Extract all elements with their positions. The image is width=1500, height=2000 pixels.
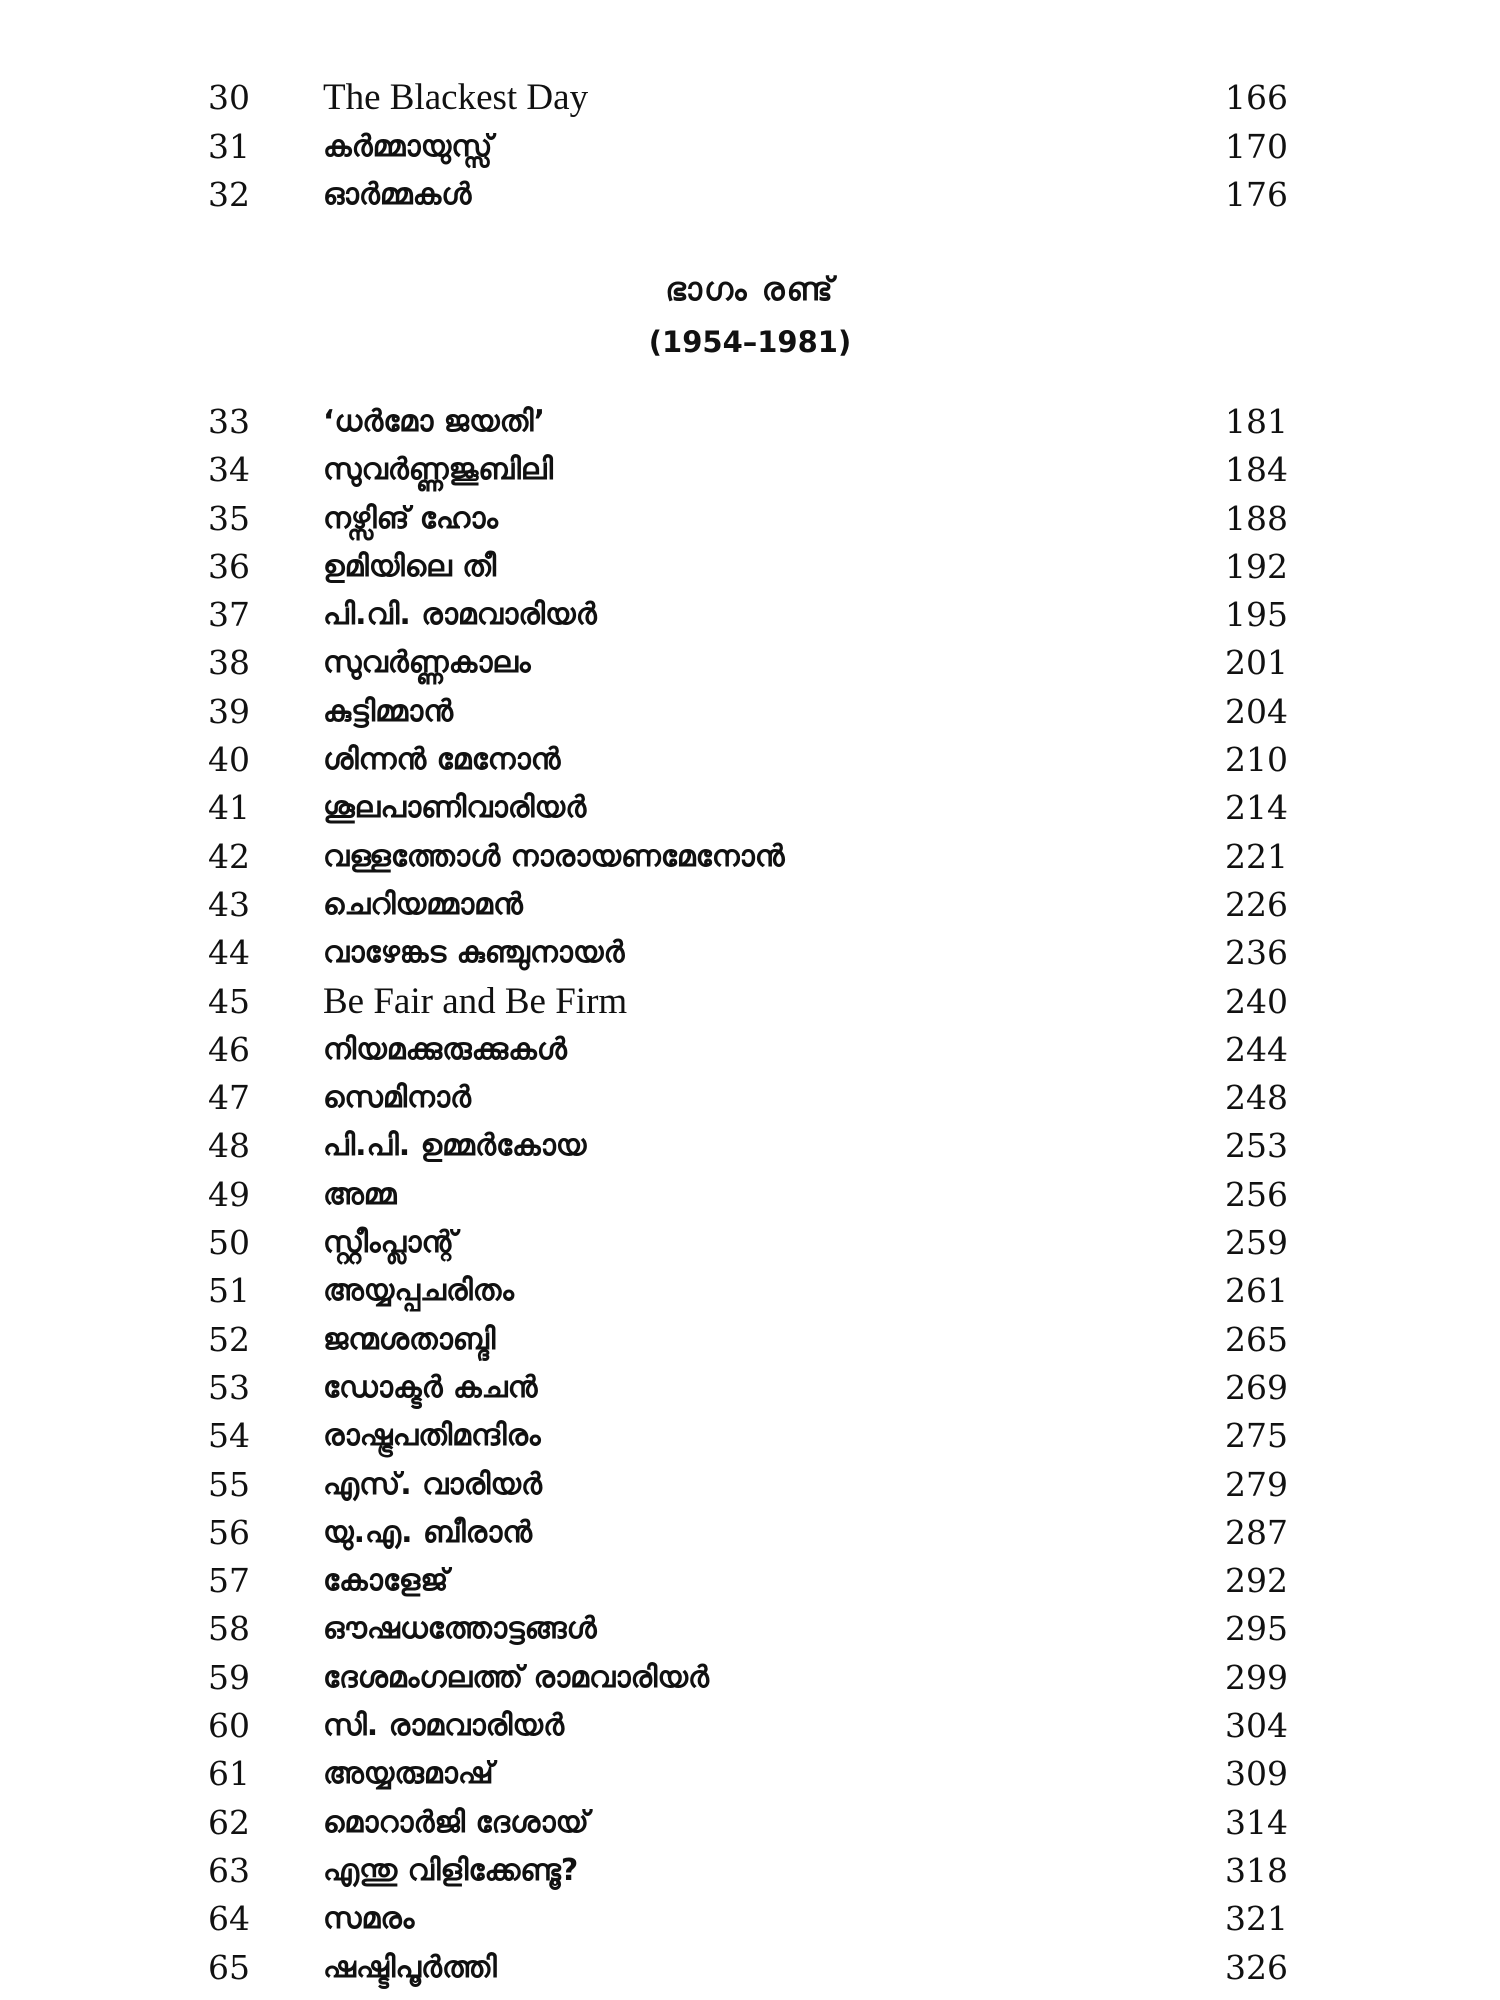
chapter-title: ഷഷ്ടിപൂർത്തി [323,1949,497,1985]
toc-entry [208,736,1288,784]
page-number: 204 [1225,691,1288,731]
toc-entry [208,543,1288,591]
toc-part-one-tail [208,74,1288,220]
toc-entry [208,881,1288,929]
chapter-number: 43 [208,884,250,924]
toc-entry [208,833,1288,881]
chapter-title: പി.പി. ഉമ്മർകോയ [323,1128,587,1164]
toc-entry [208,1557,1288,1605]
chapter-number: 65 [208,1947,250,1987]
chapter-number: 51 [208,1271,250,1311]
chapter-title: കോളേജ് [323,1563,449,1599]
chapter-number: 58 [208,1609,250,1649]
page-number: 166 [1225,78,1288,117]
toc-entry [208,1122,1288,1170]
chapter-number: 49 [208,1174,250,1214]
chapter-number: 35 [208,498,250,538]
chapter-number: 40 [208,740,250,780]
page-number: 269 [1225,1367,1288,1407]
page-number: 261 [1225,1271,1288,1311]
chapter-title: കുട്ടിമ്മാൻ [323,693,454,729]
page-number: 248 [1225,1078,1288,1118]
toc-entry [208,1509,1288,1557]
page-number: 236 [1225,933,1288,973]
page-number: 304 [1225,1706,1288,1746]
page-number: 188 [1225,498,1288,538]
chapter-title: പി.വി. രാമവാരിയർ [323,597,597,633]
toc-entry [208,1074,1288,1122]
toc-entry [208,74,1288,123]
chapter-title: വള്ളത്തോൾ നാരായണമേനോൻ [323,838,785,874]
toc-entry [208,446,1288,494]
chapter-number: 37 [208,595,250,635]
page-number: 176 [1225,175,1288,214]
toc-entry [208,1267,1288,1315]
chapter-title: എസ്. വാരിയർ [323,1466,543,1502]
chapter-number: 38 [208,643,250,683]
chapter-number: 59 [208,1657,250,1697]
page-number: 259 [1225,1223,1288,1263]
toc-entry [208,495,1288,543]
chapter-number: 41 [208,788,250,828]
toc-entry [208,784,1288,832]
chapter-title: ശിന്നൻ മേനോൻ [323,742,561,778]
chapter-title: നിയമക്കുരുക്കുകൾ [323,1031,567,1067]
chapter-number: 62 [208,1802,250,1842]
toc-entry [208,639,1288,687]
chapter-number: 45 [208,981,250,1021]
chapter-number: 34 [208,450,250,490]
page-number: 244 [1225,1029,1288,1069]
toc-entry [208,591,1288,639]
chapter-title: അയ്യപ്പചരിതം [323,1273,514,1309]
toc-entry [208,1412,1288,1460]
toc-entry [208,1750,1288,1798]
page-number: 253 [1225,1126,1288,1166]
toc-entry [208,688,1288,736]
chapter-number: 32 [208,175,250,214]
chapter-number: 42 [208,836,250,876]
part-years: (1954–1981) [648,325,852,359]
toc-entry [208,978,1288,1026]
chapter-title: ശൂലപാണിവാരിയർ [323,790,587,826]
chapter-title: എന്തു വിളിക്കേണ്ടൂ? [323,1852,579,1888]
chapter-number: 39 [208,691,250,731]
page-number: 195 [1225,595,1288,635]
page-number: 240 [1225,981,1288,1021]
chapter-number: 60 [208,1706,250,1746]
chapter-title: Be Fair and Be Firm [323,980,628,1022]
toc-entry [208,171,1288,220]
toc-entry [208,1895,1288,1943]
page-number: 221 [1225,836,1288,876]
chapter-title: The Blackest Day [323,77,589,118]
toc-entry [208,1364,1288,1412]
page-number: 287 [1225,1512,1288,1552]
toc-part-two [208,398,1288,1992]
page-number: 265 [1225,1319,1288,1359]
chapter-title: സി. രാമവാരിയർ [323,1708,565,1744]
chapter-title: സുവർണ്ണജൂബിലി [323,452,554,488]
toc-entry [208,1026,1288,1074]
chapter-title: വാഴേങ്കട കുഞ്ചുനായർ [323,935,625,971]
toc-entry [208,1461,1288,1509]
chapter-title: ഔഷധത്തോട്ടങ്ങൾ [323,1611,597,1647]
chapter-number: 33 [208,402,250,441]
toc-entry [208,398,1288,446]
chapter-title: സുവർണ്ണകാലം [323,645,531,681]
toc-entry [208,1799,1288,1847]
page-number: 309 [1225,1754,1288,1794]
page-number: 170 [1225,126,1288,166]
chapter-title: നഴ്സിങ് ഹോം [323,500,498,536]
page-number: 210 [1225,740,1288,780]
chapter-number: 56 [208,1512,250,1552]
chapter-title: അയ്യരുമാഷ് [323,1756,494,1792]
chapter-number: 63 [208,1850,250,1890]
chapter-title: ദേശമംഗലത്ത് രാമവാരിയർ [323,1659,709,1695]
toc-entry [208,1702,1288,1750]
part-heading: ഭാഗം രണ്ട് [665,270,835,308]
toc-entry [208,1605,1288,1653]
chapter-number: 31 [208,126,250,166]
chapter-title: മൊറാർജി ദേശായ് [323,1804,589,1840]
chapter-title: ഡോക്ടർ കചൻ [323,1369,538,1405]
page-number: 201 [1225,643,1288,683]
chapter-title: സെമിനാർ [323,1080,472,1116]
toc-entry [208,929,1288,977]
page-number: 321 [1225,1899,1288,1939]
chapter-number: 53 [208,1367,250,1407]
chapter-number: 52 [208,1319,250,1359]
chapter-title: ‘ധർമോ ജയതി’ [323,404,545,439]
page-number: 314 [1225,1802,1288,1842]
chapter-number: 61 [208,1754,250,1794]
page-number: 184 [1225,450,1288,490]
page-number: 326 [1225,1947,1288,1987]
chapter-number: 64 [208,1899,250,1939]
toc-entry [208,1219,1288,1267]
chapter-number: 46 [208,1029,250,1069]
page-number: 292 [1225,1561,1288,1601]
chapter-title: രാഷ്ട്രപതിമന്ദിരം [323,1418,541,1454]
page-number: 214 [1225,788,1288,828]
toc-entry [208,1654,1288,1702]
chapter-title: യു.എ. ബീരാൻ [323,1514,533,1550]
page-number: 275 [1225,1416,1288,1456]
chapter-number: 57 [208,1561,250,1601]
chapter-number: 50 [208,1223,250,1263]
chapter-title: കർമ്മായുസ്സ് [323,128,493,164]
chapter-title: ചെറിയമ്മാമൻ [323,886,523,922]
page-number: 256 [1225,1174,1288,1214]
chapter-number: 47 [208,1078,250,1118]
toc-entry [208,1847,1288,1895]
page-number: 299 [1225,1657,1288,1697]
page-number: 295 [1225,1609,1288,1649]
chapter-title: ഓർമ്മകൾ [323,177,472,212]
chapter-number: 30 [208,78,250,117]
toc-entry [208,1171,1288,1219]
page-number: 181 [1225,402,1288,441]
chapter-title: സ്റ്റീംപ്ലാന്റ് [323,1225,457,1261]
chapter-number: 36 [208,546,250,586]
page-number: 226 [1225,884,1288,924]
chapter-number: 44 [208,933,250,973]
toc-entry [208,1944,1288,1992]
page-number: 318 [1225,1850,1288,1890]
chapter-title: ജന്മശതാബ്ദി [323,1321,496,1357]
chapter-title: അമ്മ [323,1176,397,1212]
chapter-number: 54 [208,1416,250,1456]
toc-entry [208,1316,1288,1364]
page-number: 279 [1225,1464,1288,1504]
chapter-number: 48 [208,1126,250,1166]
chapter-title: സമരം [323,1901,415,1937]
chapter-title: ഉമിയിലെ തീ [323,548,497,584]
toc-entry [208,123,1288,172]
chapter-number: 55 [208,1464,250,1504]
page-number: 192 [1225,546,1288,586]
